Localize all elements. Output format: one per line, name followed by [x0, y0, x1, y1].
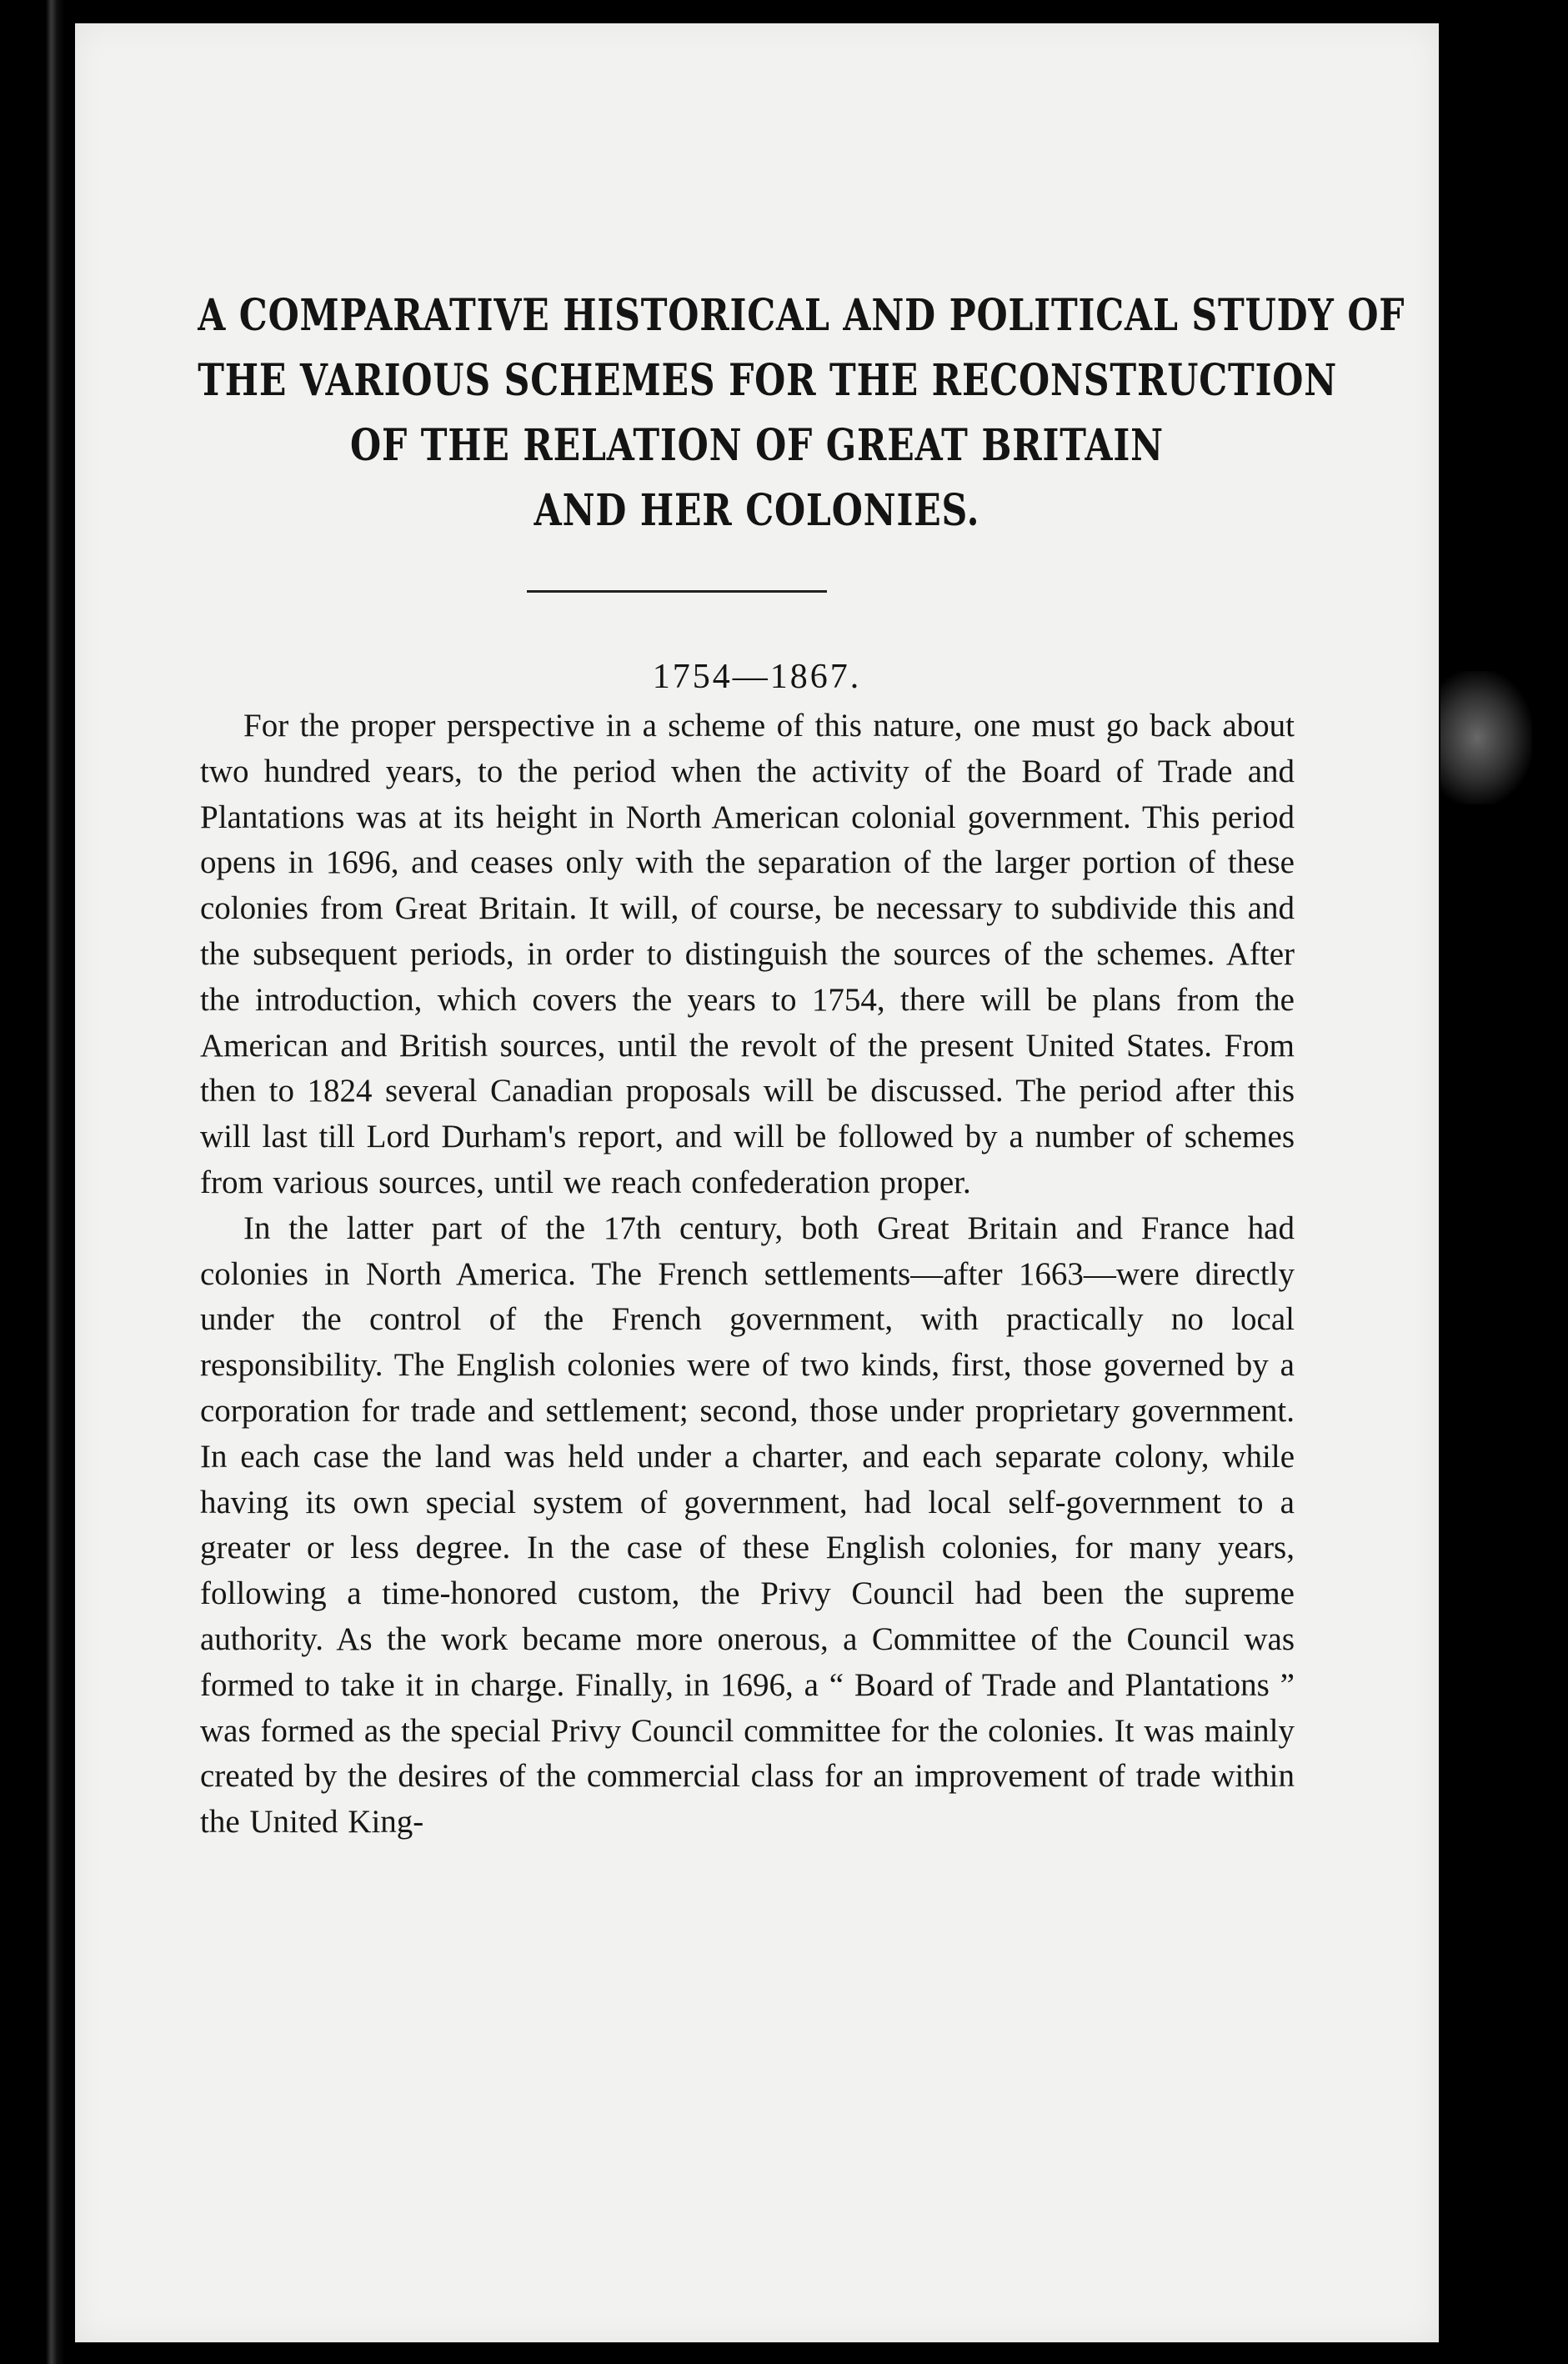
document-page — [75, 23, 1439, 2342]
document-title — [198, 283, 1405, 543]
paragraph: In the latter part of the 17th century, both Great Britain and France had colonies in North America. The French settlements—after 1663—were directly under the control of the French government, with practically no local responsibility. The English colonies were of two kinds, first, those governed by a corporation for trade and settlement; second, those under proprietary government. In each case the land was held under a charter, and each separate colony, while having its own special system of government, had local self-government to a greater or less degree. In the case of these English colonies, for many years, following a time-honored custom, the Privy Council had been the supreme authority. As the work became more onerous, a Committee of the Council was formed to take it in charge. Finally, in 1696, a “ Board of Trade and Plantations ” was formed as the special Privy Council committee for the colonies. It was mainly created by the desires of the commercial class for an improvement of trade within the United King- — [200, 1210, 1295, 1841]
title-line: OF THE RELATION OF GREAT BRITAIN — [350, 420, 1164, 471]
paragraph: For the proper perspective in a scheme of this nature, one must go back about two hundred years, to the period when the activity of the Board of Trade and Plantations was at its height in North American colonial government. This period opens in 1696, and ceases only with the separation of the larger portion of these colonies from Great Britain. It will, of course, be necessary to subdivide this and the subsequent periods, in order to distinguish the sources of the schemes. After the introduction, which covers the years to 1754, there will be plans from the American and British sources, until the revolt of the present United States. From then to 1824 several Canadian proposals will be discussed. The period after this will last till Lord Durham's report, and will be followed by a number of schemes from various sources, until we reach confederation proper. — [200, 708, 1295, 1200]
title-line: AND HER COLONIES. — [534, 485, 980, 536]
section-divider — [527, 590, 827, 593]
scan-artifact — [1440, 671, 1532, 804]
title-line: THE VARIOUS SCHEMES FOR THE RECONSTRUCTION — [198, 355, 1338, 406]
title-line: A COMPARATIVE HISTORICAL AND POLITICAL STUDY OF — [198, 290, 1405, 341]
scan-binding-edge — [46, 0, 64, 2364]
period-heading: 1754—1867. — [652, 658, 862, 696]
body-text — [200, 704, 1295, 1846]
